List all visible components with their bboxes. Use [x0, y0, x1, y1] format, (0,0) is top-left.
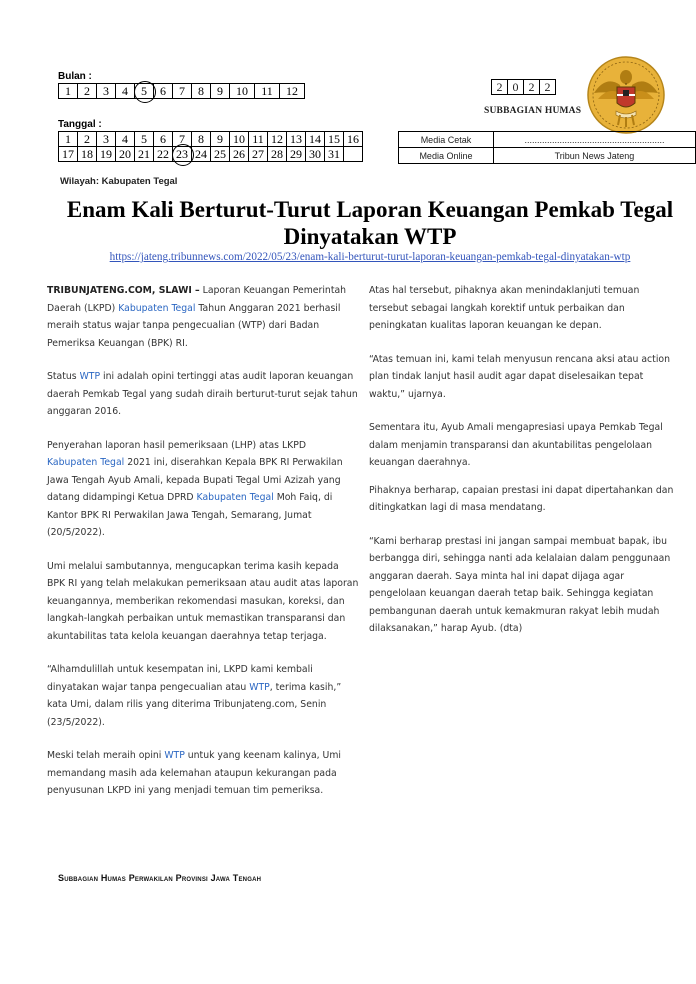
dateline: TRIBUNJATENG.COM, SLAWI – — [47, 285, 200, 296]
tanggal-label: Tanggal : — [58, 119, 102, 130]
tanggal-cell: 1 — [59, 132, 78, 147]
year-digit: 2 — [524, 80, 540, 95]
media-key: Media Online — [399, 148, 494, 164]
tanggal-cell: 26 — [230, 147, 249, 162]
year-box — [491, 79, 556, 95]
tanggal-cell: 25 — [211, 147, 230, 162]
subbagian-label: SUBBAGIAN HUMAS — [484, 106, 582, 116]
bulan-cell: 10 — [230, 84, 255, 99]
tanggal-cell: 12 — [268, 132, 287, 147]
tanggal-cell: 15 — [325, 132, 344, 147]
text: ini adalah opini tertinggi atas audit laporan keuangan daerah Pemkab Tegal yang sudah diraih berturut-turut sejak tahun anggaran 2016. — [47, 371, 358, 417]
tanggal-cell: 21 — [135, 147, 154, 162]
paragraph: “Atas temuan ini, kami telah menyusun rencana aksi atau action plan tindak lanjut hasil audit agar dapat diselesaikan tepat waktu,” ujarnya. — [369, 353, 670, 400]
tanggal-cell: 11 — [249, 132, 268, 147]
tanggal-cell: 8 — [192, 132, 211, 147]
bulan-cell: 4 — [116, 84, 135, 99]
tag-link[interactable]: WTP — [249, 681, 270, 693]
media-row — [399, 148, 696, 164]
wilayah-label: Wilayah: Kabupaten Tegal — [60, 176, 178, 187]
bulan-label: Bulan : — [58, 71, 92, 82]
tanggal-cell: 7 — [173, 132, 192, 147]
tanggal-cell: 13 — [287, 132, 306, 147]
tag-link[interactable]: Kabupaten Tegal — [118, 302, 196, 314]
tanggal-cell: 22 — [154, 147, 173, 162]
tanggal-cell: 17 — [59, 147, 78, 162]
tanggal-cell: 6 — [154, 132, 173, 147]
bulan-cell: 5 — [135, 84, 154, 99]
paragraph: Pihaknya berharap, capaian prestasi ini dapat dipertahankan dan ditingkatkan lagi di masa mendatang. — [369, 484, 674, 513]
tanggal-cell: 19 — [97, 147, 116, 162]
tag-link[interactable]: WTP — [79, 371, 101, 382]
bulan-cell: 8 — [192, 84, 211, 99]
article-right-column — [369, 282, 674, 654]
tag-link[interactable]: WTP — [164, 750, 185, 761]
media-key: Media Cetak — [399, 132, 494, 148]
tanggal-cell: 10 — [230, 132, 249, 147]
tanggal-cell: 30 — [306, 147, 325, 162]
text: Penyerahan laporan hasil pemeriksaan (LHP) atas LKPD — [47, 439, 306, 451]
article-left-column — [47, 282, 359, 816]
paragraph — [47, 368, 359, 421]
paragraph: Umi melalui sambutannya, mengucapkan terima kasih kepada BPK RI yang telah melakukan pemeriksaan atau audit atas laporan keuangannya, memberikan rekomendasi masukan, koreksi, dan langkah-langkah perbaikan untuk memastikan transparansi dan akuntabilitas tata kelola keuangan daerahnya tetap terjaga. — [47, 560, 359, 642]
tanggal-cell: 9 — [211, 132, 230, 147]
bulan-cell: 1 — [59, 84, 78, 99]
tag-link[interactable]: Kabupaten Tegal — [47, 457, 125, 468]
paragraph — [47, 437, 359, 542]
year-digit: 2 — [540, 80, 556, 95]
text: Meski telah meraih opini — [47, 750, 165, 761]
media-table — [398, 131, 696, 164]
year-digit: 2 — [492, 80, 508, 95]
tanggal-cell: 27 — [249, 147, 268, 162]
bulan-cell: 11 — [255, 84, 280, 99]
tanggal-cell: 3 — [97, 132, 116, 147]
bulan-grid — [58, 83, 305, 99]
text: untuk yang keenam kalinya, Umi memandang masih ada kelemahan ataupun kekurangan pada penyusunan LKPD ini yang menjadi temuan tim pemeriksa. — [47, 750, 341, 796]
year-digit: 0 — [508, 80, 524, 95]
paragraph: “Kami berharap prestasi ini jangan sampai membuat bapak, ibu berbangga diri, sehingga nanti ada kelalaian dalam penggunaan anggaran daerah. Saya minta hal ini dapat dijaga agar pengelolaan keuangan daerah tetap baik. Sehingga kegiatan pembangunan daerah untuk kemakmuran rakyat lebih mudah dilaksanakan,” harap Ayub. (dta) — [369, 535, 671, 634]
bulan-cell: 3 — [97, 84, 116, 99]
tanggal-cell: 5 — [135, 132, 154, 147]
paragraph — [47, 661, 359, 731]
tanggal-cell: 23 — [173, 147, 192, 162]
text: , terima kasih,” kata Umi, dalam rilis yang diterima Tribunjateng.com, Senin (23/5/2022). — [47, 681, 342, 728]
text: “Alhamdulillah untuk kesempatan ini, LKPD kami kembali dinyatakan wajar tanpa pengecualian atau — [47, 664, 313, 693]
paragraph — [47, 282, 359, 352]
bulan-cell: 12 — [280, 84, 305, 99]
paragraph: Sementara itu, Ayub Amali mengapresiasi upaya Pemkab Tegal dalam menjamin transparansi dan akuntabilitas pengelolaan keuangan daerahnya. — [369, 422, 663, 468]
bulan-cell: 9 — [211, 84, 230, 99]
bulan-cell: 6 — [154, 84, 173, 99]
media-value: ........................................................ — [493, 132, 695, 148]
bulan-cell: 2 — [78, 84, 97, 99]
tanggal-cell — [344, 147, 363, 162]
tanggal-cell: 16 — [344, 132, 363, 147]
tanggal-cell: 20 — [116, 147, 135, 162]
text: Status — [47, 371, 80, 382]
media-value: Tribun News Jateng — [493, 148, 695, 164]
tanggal-cell: 24 — [192, 147, 211, 162]
text: Laporan Keuangan Pemerintah Daerah (LKPD) — [47, 285, 347, 314]
tanggal-cell: 2 — [78, 132, 97, 147]
footer-label: Subbagian Humas Perwakilan Provinsi Jawa Tengah — [58, 873, 262, 883]
garuda-emblem-icon — [586, 55, 666, 135]
tanggal-cell: 28 — [268, 147, 287, 162]
tanggal-cell: 18 — [78, 147, 97, 162]
paragraph: Atas hal tersebut, pihaknya akan menindaklanjuti temuan tersebut sebagai langkah korektif untuk perbaikan dan peningkatan kualitas laporan keuangan ke depan. — [369, 285, 640, 331]
tanggal-cell: 29 — [287, 147, 306, 162]
text: 2021 ini, diserahkan Kepala BPK RI Perwakilan Jawa Tengah Ayub Amali, kepada Bupati Tegal Umi Azizah yang datang didampingi Ketua DPRD — [47, 457, 343, 503]
article-title: Enam Kali Berturut-Turut Laporan Keuangan Pemkab Tegal Dinyatakan WTP — [66, 197, 674, 249]
bulan-cell: 7 — [173, 84, 192, 99]
tanggal-grid — [58, 131, 363, 162]
tag-link[interactable]: Kabupaten Tegal — [196, 492, 274, 503]
text: Tahun Anggaran 2021 berhasil meraih status wajar tanpa pengecualian (WTP) dari Badan Pemeriksa Keuangan (BPK) RI. — [47, 302, 341, 349]
article-url[interactable]: https://jateng.tribunnews.com/2022/05/23/enam-kali-berturut-turut-laporan-keuangan-pemkab-tegal-dinyatakan-wtp — [109, 251, 631, 263]
tanggal-cell: 31 — [325, 147, 344, 162]
media-row — [399, 132, 696, 148]
paragraph — [47, 747, 359, 800]
text: Moh Faiq, di Kantor BPK RI Perwakilan Jawa Tengah, Semarang, Jumat (20/5/2022). — [47, 492, 333, 538]
tanggal-cell: 4 — [116, 132, 135, 147]
tanggal-cell: 14 — [306, 132, 325, 147]
